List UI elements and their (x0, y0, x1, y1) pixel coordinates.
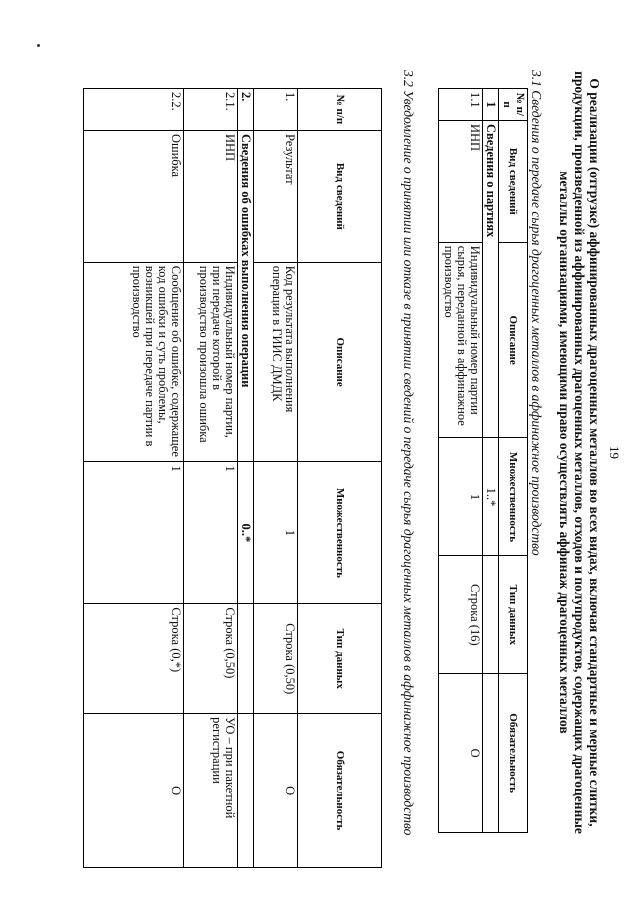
row-num: 2.2. (84, 89, 184, 131)
table-row (84, 89, 184, 868)
row-kind: ИНП (439, 120, 483, 242)
table2 (83, 88, 382, 868)
row-mult: 1 (254, 462, 298, 604)
table2-header-row (298, 89, 382, 868)
row-mult: 0..* (238, 462, 254, 604)
row-kind: Сведения о партиях (483, 120, 499, 438)
table1-caption: 3.1 Сведения о передаче сырья драгоценных металлов в аффинажное производство (529, 70, 544, 556)
table1-header-num: № п/п (499, 89, 528, 121)
row-req: О (439, 674, 483, 833)
row-num: 1 (483, 89, 499, 121)
table2-header-desc: Описание (298, 262, 382, 462)
row-type: Строка (0,50) (184, 604, 238, 714)
page-number: 19 (607, 446, 622, 459)
row-num: 1. (254, 89, 298, 131)
table1-header-desc: Описание (499, 242, 528, 438)
row-mult: 1 (184, 462, 238, 604)
row-kind: Сведения об ошибках выполнения операции (238, 130, 254, 462)
row-num: 2. (238, 89, 254, 131)
row-num: 2.1. (184, 89, 238, 131)
row-type: Строка (0,50) (254, 604, 298, 714)
table-row (238, 89, 254, 868)
table-row (254, 89, 298, 868)
row-type: Строка (16) (439, 556, 483, 674)
row-req (483, 674, 499, 833)
table-row (184, 89, 238, 868)
row-req: УО – при пакетной регистрации (184, 714, 238, 868)
row-req: О (84, 714, 184, 868)
row-desc: Сообщение об ошибке, содержащее код ошибки и суть проблемы, возникшей при передаче партии в производство (84, 262, 184, 462)
row-mult: 1..* (483, 438, 499, 556)
table2-header-mult: Множественность (298, 462, 382, 604)
row-type (238, 604, 254, 714)
row-kind: Ошибка (84, 130, 184, 262)
row-desc: Код результата выполнения операции в ГИИС ДМДК (254, 262, 298, 462)
row-type: Строка (0,*) (84, 604, 184, 714)
row-num: 1.1 (439, 89, 483, 121)
row-req: О (254, 714, 298, 868)
row-mult: 1 (439, 438, 483, 556)
document-heading: О реализации (отгрузке) аффинированных драгоценных металлов во всех видах, включая стандартные и мерные слитки, продукции, произведенной из аффинированных драгоценных металлов, отходов и полупродуктов, содержащих драгоценные металлы организациями, имеющими право осуществлять аффинаж драгоценных металлов (557, 71, 602, 834)
row-mult: 1 (84, 462, 184, 604)
table1 (438, 88, 528, 833)
table2-header-num: № п/п (298, 89, 382, 131)
table2-header-type: Тип данных (298, 604, 382, 714)
table2-header-req: Обязательность (298, 714, 382, 868)
scan-speck (37, 44, 40, 47)
table2-caption: 3.2 Уведомление о принятии или отказе в принятии сведений о передаче сырья драгоценных металлов в аффинажное производство (401, 70, 416, 836)
row-kind: ИНП (184, 130, 238, 262)
row-desc: Индивидуальный номер партии сырья, переданной в аффинажное производство (439, 242, 483, 438)
row-kind: Результат (254, 130, 298, 262)
table-row (483, 89, 499, 833)
table1-header-type: Тип данных (499, 556, 528, 674)
table-row (439, 89, 483, 833)
table1-header-kind: Вид сведений (499, 120, 528, 242)
row-type (483, 556, 499, 674)
table2-header-kind: Вид сведений (298, 130, 382, 262)
row-req (238, 714, 254, 868)
table1-header-row (499, 89, 528, 833)
row-desc: Индивидуальный номер партии, при передаче которой в производство произошла ошибка (184, 262, 238, 462)
table1-header-mult: Множественность (499, 438, 528, 556)
table1-header-req: Обязательность (499, 674, 528, 833)
